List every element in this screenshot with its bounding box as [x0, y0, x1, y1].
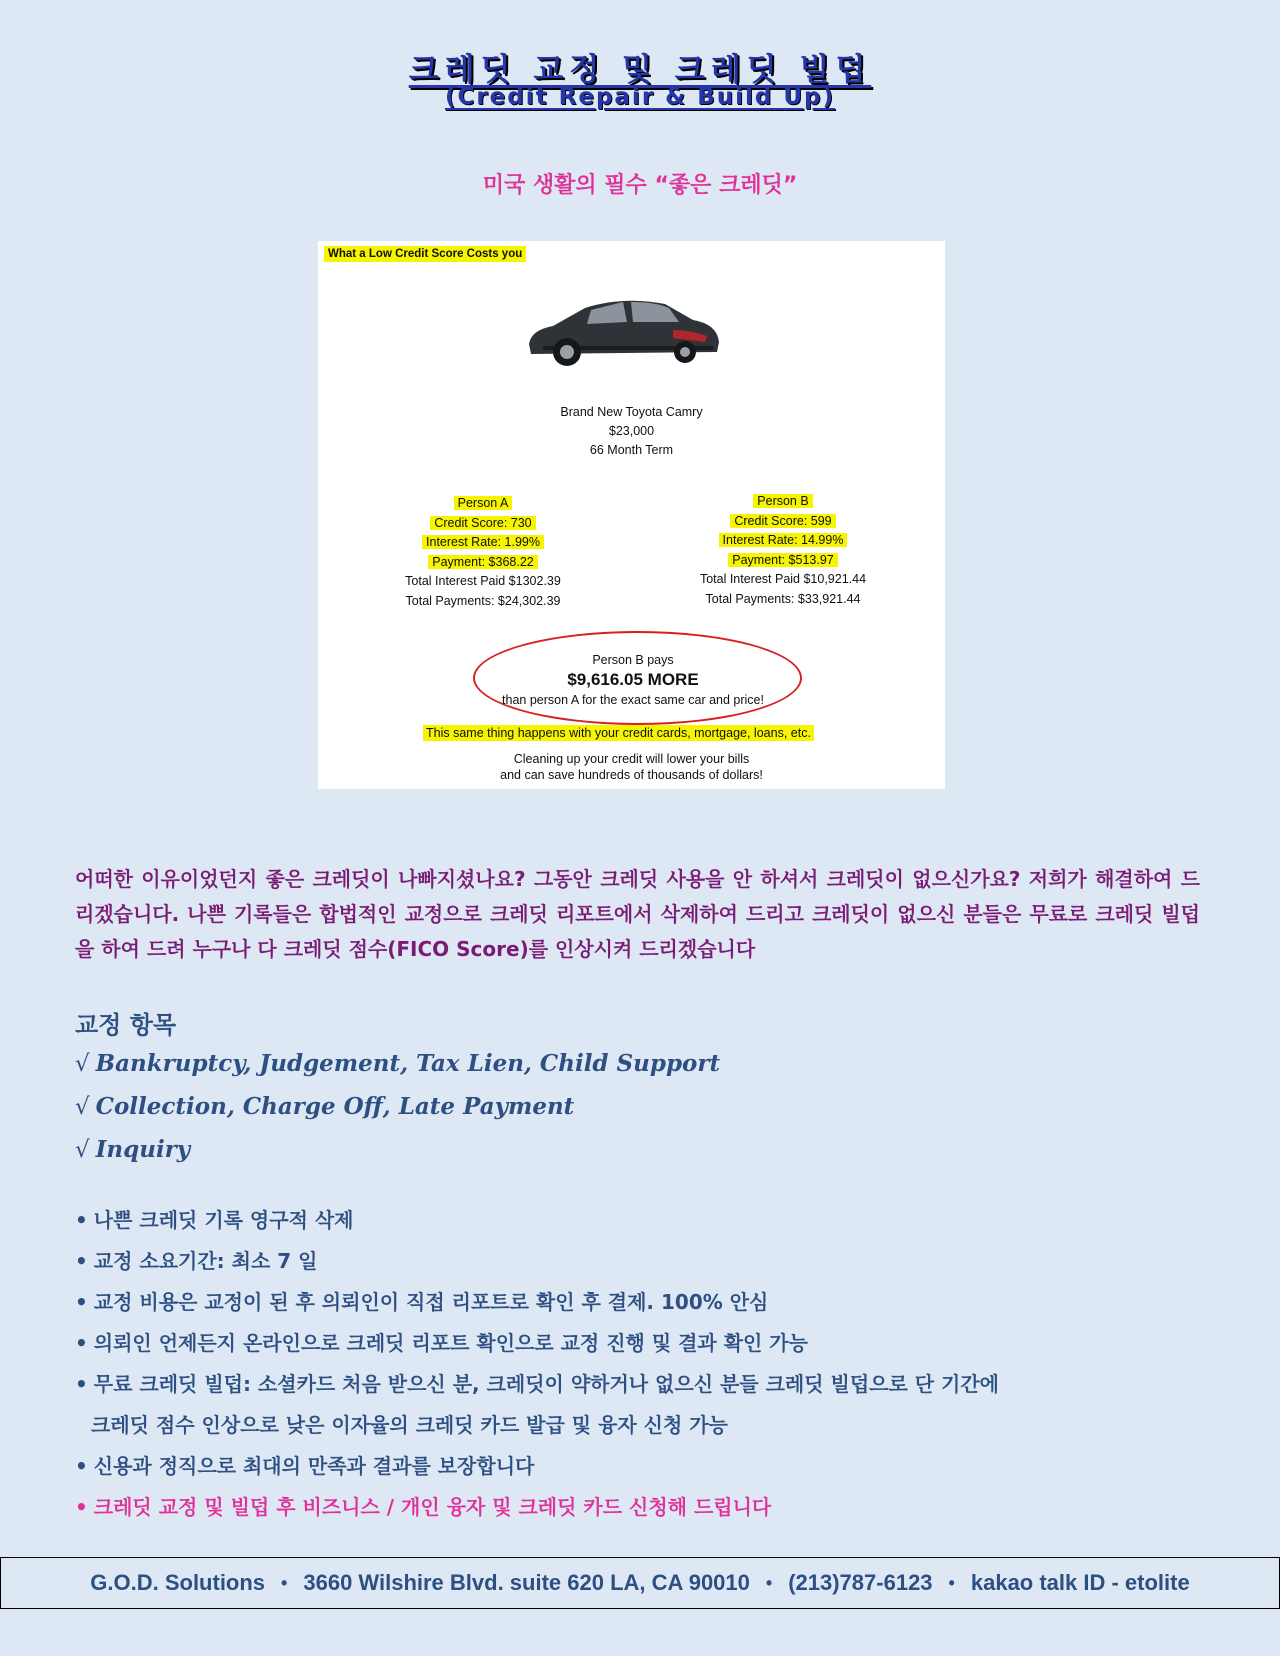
- page-subtitle: 미국 생활의 필수 “좋은 크레딧”: [482, 173, 798, 198]
- card-heading: What a Low Credit Score Costs you: [324, 246, 526, 262]
- person-b-payment: Payment: $513.97: [728, 553, 837, 567]
- repair-items-list: [75, 1042, 720, 1171]
- company-name: G.O.D. Solutions: [90, 1570, 266, 1595]
- separator-dot: •: [948, 1572, 955, 1593]
- phone-number[interactable]: (213)787-6123: [788, 1570, 933, 1595]
- benefit-item: • 교정 비용은 교정이 된 후 의뢰인이 직접 리포트로 확인 후 결제. 100% 안심: [75, 1290, 769, 1314]
- person-b-score: Credit Score: 599: [730, 514, 835, 528]
- check-icon: √: [75, 1094, 90, 1120]
- check-icon: √: [75, 1137, 90, 1163]
- person-a-payment: Payment: $368.22: [428, 555, 537, 569]
- person-b-name: Person B: [753, 494, 812, 508]
- repair-item: √ Collection, Charge Off, Late Payment: [75, 1093, 575, 1120]
- footer-contact-bar: [0, 1557, 1280, 1609]
- person-a-block: [373, 494, 593, 611]
- bullet-icon: •: [75, 1495, 88, 1519]
- person-b-total: Total Payments: $33,921.44: [705, 591, 861, 606]
- page-title-korean: 크레딧 교정 및 크레딧 빌덥: [408, 52, 872, 88]
- benefit-item-continuation: 크레딧 점수 인상으로 낮은 이자율의 크레딧 카드 발급 및 융자 신청 가능: [91, 1413, 728, 1437]
- person-a-rate: Interest Rate: 1.99%: [422, 535, 544, 549]
- person-b-rate: Interest Rate: 14.99%: [719, 533, 848, 547]
- person-b-interest: Total Interest Paid $10,921.44: [699, 572, 867, 586]
- pays-amount: $9,616.05 MORE: [567, 670, 699, 689]
- benefit-item: • 무료 크레딧 빌덥: 소셜카드 처음 받으신 분, 크레딧이 약하거나 없으신 분들 크레딧 빌덥으로 단 기간에: [75, 1372, 999, 1396]
- repair-item: √ Bankruptcy, Judgement, Tax Lien, Child Support: [75, 1050, 721, 1077]
- company-address: 3660 Wilshire Blvd. suite 620 LA, CA 90010: [303, 1570, 750, 1595]
- same-thing-note: This same thing happens with your credit cards, mortgage, loans, etc.: [423, 725, 814, 741]
- car-price: $23,000: [608, 424, 655, 438]
- separator-dot: •: [281, 1572, 288, 1593]
- kakao-id: kakao talk ID - etolite: [970, 1570, 1190, 1595]
- benefit-item: • 신용과 정직으로 최대의 만족과 결과를 보장합니다: [75, 1454, 535, 1478]
- bullet-icon: •: [75, 1290, 88, 1314]
- repair-section-title: 교정 항목: [75, 1011, 177, 1039]
- benefit-item: • 교정 소요기간: 최소 7 일: [75, 1249, 318, 1273]
- car-image: [523, 286, 723, 376]
- benefits-list: [75, 1200, 999, 1528]
- cleaning-line2: and can save hundreds of thousands of dollars!: [500, 768, 763, 782]
- intro-paragraph: 어떠한 이유이었던지 좋은 크레딧이 나빠지셨나요? 그동안 크레딧 사용을 안 하셔서 크레딧이 없으신가요? 저희가 해결하여 드리겠습니다. 나쁜 기록들은 합법적인 교정으로 크레딧 리포트에서 삭제하여 드리고 크레딧이 없으신 분들은 무료로 크레딧 빌덥을 하여 드려 누구나 다 크레딧 점수(FICO Score)를 인상시켜 드리겠습니다: [75, 867, 1200, 961]
- bullet-icon: •: [75, 1249, 88, 1273]
- person-a-score: Credit Score: 730: [430, 516, 535, 530]
- page-title-english: (Credit Repair & Build Up): [444, 84, 836, 110]
- benefit-item-highlight: • 크레딧 교정 및 빌덥 후 비즈니스 / 개인 융자 및 크레딧 카드 신청해 드립니다: [75, 1495, 772, 1519]
- bullet-icon: •: [75, 1208, 88, 1232]
- cleaning-note: [318, 751, 945, 783]
- credit-cost-illustration: [318, 241, 945, 789]
- car-name: Brand New Toyota Camry: [560, 405, 703, 419]
- pays-line1: Person B pays: [592, 653, 674, 667]
- bullet-icon: •: [75, 1454, 88, 1478]
- person-b-block: [668, 492, 898, 609]
- person-a-total: Total Payments: $24,302.39: [405, 593, 561, 608]
- car-term: 66 Month Term: [589, 443, 674, 457]
- check-icon: √: [75, 1051, 90, 1077]
- pays-line3: than person A for the exact same car and price!: [502, 693, 764, 707]
- separator-dot: •: [765, 1572, 773, 1593]
- bullet-icon: •: [75, 1372, 88, 1396]
- repair-item: √ Inquiry: [75, 1136, 191, 1163]
- person-a-name: Person A: [454, 496, 513, 510]
- cleaning-line1: Cleaning up your credit will lower your bills: [513, 752, 750, 766]
- bullet-icon: •: [75, 1331, 88, 1355]
- difference-callout: [468, 650, 798, 710]
- benefit-item: • 의뢰인 언제든지 온라인으로 크레딧 리포트 확인으로 교정 진행 및 결과 확인 가능: [75, 1331, 808, 1355]
- person-a-interest: Total Interest Paid $1302.39: [405, 574, 561, 588]
- benefit-item: • 나쁜 크레딧 기록 영구적 삭제: [75, 1208, 354, 1232]
